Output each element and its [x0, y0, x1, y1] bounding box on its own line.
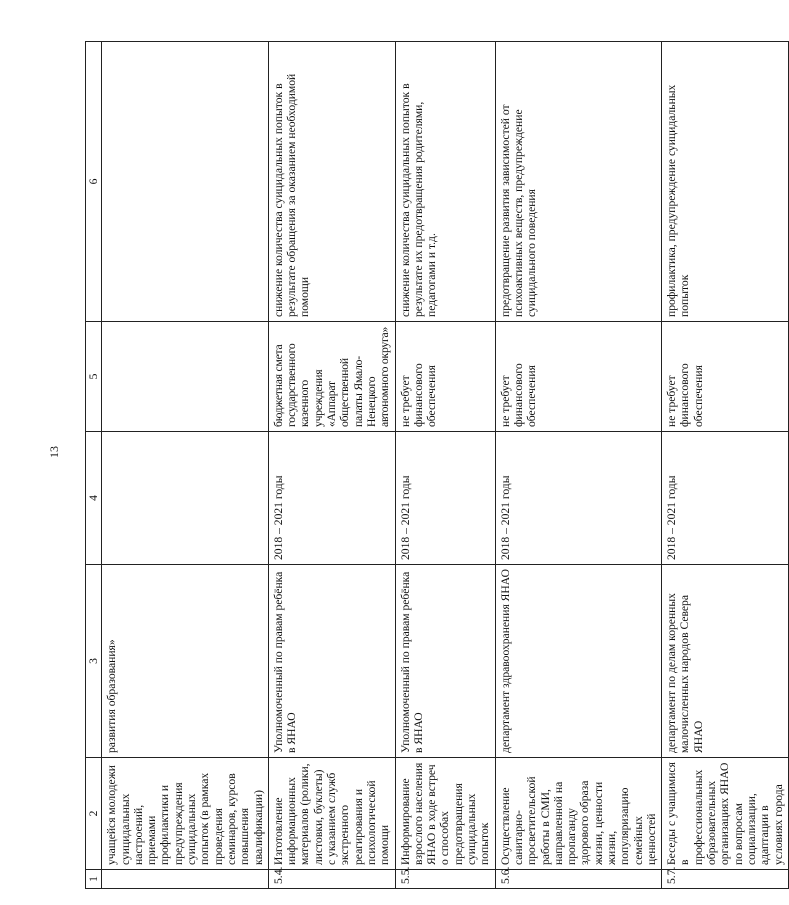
executor-cell: департамент здравоохранения ЯНАО: [495, 565, 662, 758]
table-row: [268, 42, 395, 889]
row-number: 5.5.: [395, 870, 495, 889]
action-cell: Изготовление информационных материалов (ролики, листовки, буклеты) с указанием служб экстренного реагирования и психологической помощи: [268, 758, 395, 870]
row-number: 5.6.: [495, 870, 662, 889]
result-cell: снижение количества суицидальных попыток в результате обращения за оказанием необходимой помощи: [268, 42, 395, 322]
page-number: 13: [47, 446, 61, 458]
funding-cell: [102, 322, 269, 432]
table-row: [102, 42, 269, 889]
row-number: 5.4.: [268, 870, 395, 889]
result-cell: профилактика, предупреждение суицидальных попыток: [662, 42, 789, 322]
row-number: [102, 870, 269, 889]
executor-cell: развития образования»: [102, 565, 269, 758]
funding-cell: бюджетная смета государственного казенного учреждения «Аппарат общественной палаты Ямало-Ненецкого автономного округа»: [268, 322, 395, 432]
period-cell: 2018 – 2021 годы: [268, 432, 395, 565]
header-col-4: 4: [86, 432, 102, 565]
measures-table: [85, 41, 789, 889]
executor-cell: департамент по делам коренных малочисленных народов Севера ЯНАО: [662, 565, 789, 758]
action-cell: Осуществление санитарно-просветительской работы в СМИ, направленной на пропаганду здорового образа жизни, ценности жизни, популяризацию семейных ценностей: [495, 758, 662, 870]
funding-cell: не требует финансового обеспечения: [395, 322, 495, 432]
header-row: [86, 42, 102, 889]
table-row: [495, 42, 662, 889]
action-cell: учащейся молодежи суицидальных настроений, приемами профилактики и предупреждения суицидальных попыток (в рамках проведения семинаров, курсов повышения квалификации): [102, 758, 269, 870]
executor-cell: Уполномоченный по правам ребёнка в ЯНАО: [395, 565, 495, 758]
period-cell: 2018 – 2021 годы: [662, 432, 789, 565]
executor-cell: Уполномоченный по правам ребёнка в ЯНАО: [268, 565, 395, 758]
action-cell: Беседы с учащимися в профессиональных образовательных организациях ЯНАО по вопросам социализации, адаптации в условиях города: [662, 758, 789, 870]
header-col-3: 3: [86, 565, 102, 758]
table-frame: [85, 42, 785, 889]
row-number: 5.7.: [662, 870, 789, 889]
funding-cell: не требует финансового обеспечения: [495, 322, 662, 432]
table-row: [395, 42, 495, 889]
period-cell: 2018 – 2021 годы: [495, 432, 662, 565]
result-cell: предотвращение развития зависимостей от психоактивных веществ, предупреждение суицидального поведения: [495, 42, 662, 322]
header-col-5: 5: [86, 322, 102, 432]
header-col-2: 2: [86, 758, 102, 870]
header-col-6: 6: [86, 42, 102, 322]
table-row: [662, 42, 789, 889]
funding-cell: не требует финансового обеспечения: [662, 322, 789, 432]
result-cell: снижение количества суицидальных попыток в результате их предотвращения родителями, педагогами и т.д.: [395, 42, 495, 322]
result-cell: [102, 42, 269, 322]
period-cell: 2018 – 2021 годы: [395, 432, 495, 565]
header-col-1: 1: [86, 870, 102, 889]
rotated-table-wrapper: [85, 42, 785, 889]
period-cell: [102, 432, 269, 565]
action-cell: Информирование взрослого населения ЯНАО в ходе встреч о способах предотвращения суицидальных попыток: [395, 758, 495, 870]
